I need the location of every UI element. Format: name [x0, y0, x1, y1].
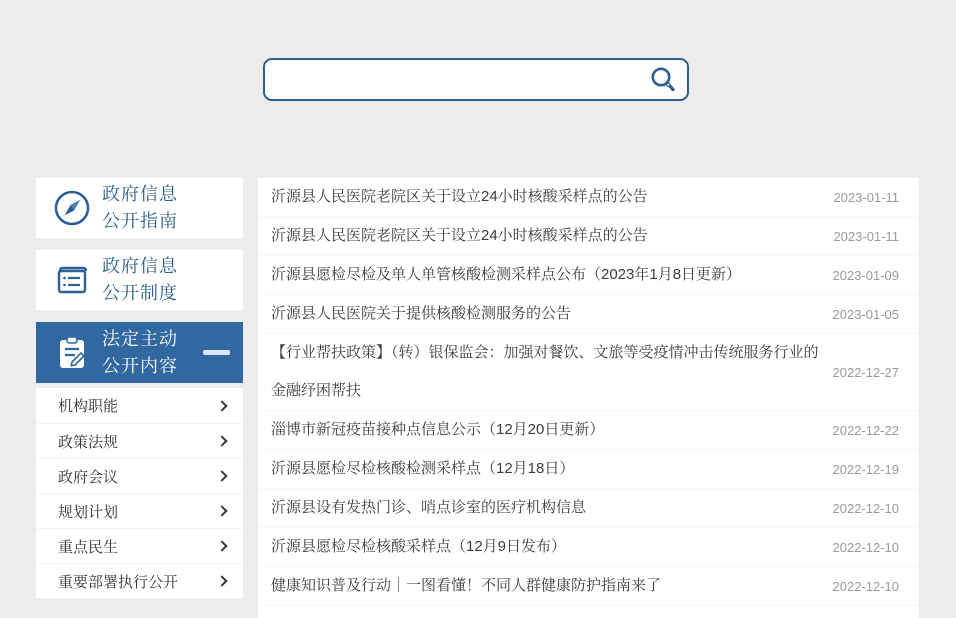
- list-item[interactable]: [258, 178, 919, 217]
- list-item[interactable]: [258, 334, 919, 411]
- sidebar-item-label: 政府信息 公开制度: [102, 256, 178, 303]
- list-item[interactable]: [258, 256, 919, 295]
- chevron-right-icon: [216, 575, 227, 586]
- sidebar-subitem-key-deployment[interactable]: [36, 563, 243, 598]
- sidebar-item-label: 法定主动 公开内容: [102, 328, 178, 376]
- announcement-date: 2023-01-05: [832, 306, 899, 322]
- sidebar-subitem-policies[interactable]: [36, 423, 243, 458]
- search-input[interactable]: [265, 60, 639, 99]
- announcement-title: 淄博市新冠疫苗接种点信息公示（12月20日更新）: [271, 421, 605, 438]
- list-item[interactable]: [258, 295, 919, 334]
- announcement-date: 2022-12-10: [832, 539, 899, 555]
- announcement-title: 沂源县设有发热门诊、哨点诊室的医疗机构信息: [271, 499, 587, 516]
- sidebar-item-gov-info-system[interactable]: [36, 250, 243, 310]
- subitem-label: 政府会议: [58, 468, 119, 486]
- announcement-date: 2023-01-11: [833, 228, 899, 244]
- sidebar-submenu: [36, 388, 243, 598]
- chevron-right-icon: [216, 400, 227, 411]
- announcement-date: 2022-12-22: [832, 422, 899, 438]
- chevron-right-icon: [216, 540, 227, 551]
- list-item[interactable]: [258, 528, 919, 567]
- announcement-title: 沂源县人民医院老院区关于设立24小时核酸采样点的公告: [271, 188, 648, 205]
- chevron-right-icon: [216, 505, 227, 516]
- book-lines-icon: [50, 259, 94, 301]
- magnifier-icon: [648, 65, 678, 95]
- list-item[interactable]: [258, 450, 919, 489]
- search-button[interactable]: [639, 60, 687, 99]
- list-item[interactable]: [258, 217, 919, 256]
- sidebar-subitem-livelihood[interactable]: [36, 528, 243, 563]
- announcement-title: 健康知识普及行动｜一图看懂！不同人群健康防护指南来了: [271, 577, 662, 594]
- sidebar-subitem-plans[interactable]: [36, 493, 243, 528]
- minus-icon[interactable]: [203, 350, 230, 355]
- chevron-right-icon: [216, 470, 227, 481]
- list-item[interactable]: [258, 567, 919, 606]
- announcement-date: 2023-01-09: [832, 267, 899, 283]
- subitem-label: 政策法规: [58, 433, 119, 451]
- announcement-date: 2022-12-10: [832, 578, 899, 594]
- search-bar: [263, 58, 689, 101]
- announcement-title: 沂源县愿检尽检核酸检测采样点（12月18日）: [271, 460, 575, 477]
- sidebar-subitem-gov-meetings[interactable]: [36, 458, 243, 493]
- announcement-title: 【行业帮扶政策】（转）银保监会：加强对餐饮、文旅等受疫情冲击传统服务行业的金融纾困帮扶: [271, 344, 819, 399]
- sidebar-item-gov-info-guide[interactable]: [36, 178, 243, 238]
- chevron-right-icon: [216, 435, 227, 446]
- subitem-label: 机构职能: [58, 398, 119, 415]
- subitem-label: 重要部署执行公开: [58, 573, 179, 591]
- announcement-date: 2022-12-10: [832, 500, 899, 516]
- compass-icon: [50, 187, 94, 229]
- sidebar: [36, 178, 243, 598]
- announcement-date: 2023-01-11: [833, 189, 899, 205]
- list-item[interactable]: [258, 411, 919, 450]
- sidebar-subitem-org-functions[interactable]: [36, 388, 243, 423]
- subitem-label: 规划计划: [58, 503, 119, 521]
- sidebar-item-label: 政府信息 公开指南: [102, 184, 178, 231]
- announcement-date: 2022-12-19: [832, 461, 899, 477]
- announcement-title: 沂源县愿检尽检及单人单管核酸检测采样点公布（2023年1月8日更新）: [271, 266, 742, 283]
- announcement-title: 沂源县人民医院老院区关于设立24小时核酸采样点的公告: [271, 227, 648, 244]
- announcement-title: 沂源县人民医院关于提供核酸检测服务的公告: [271, 305, 572, 322]
- subitem-label: 重点民生: [58, 538, 119, 556]
- announcement-date: 2022-12-27: [832, 364, 899, 380]
- announcement-list: [258, 178, 919, 618]
- list-item[interactable]: [258, 489, 919, 528]
- announcement-title: 沂源县愿检尽检核酸采样点（12月9日发布）: [271, 538, 567, 555]
- clipboard-pen-icon: [50, 332, 94, 374]
- sidebar-item-legal-active-disclosure[interactable]: [36, 322, 243, 383]
